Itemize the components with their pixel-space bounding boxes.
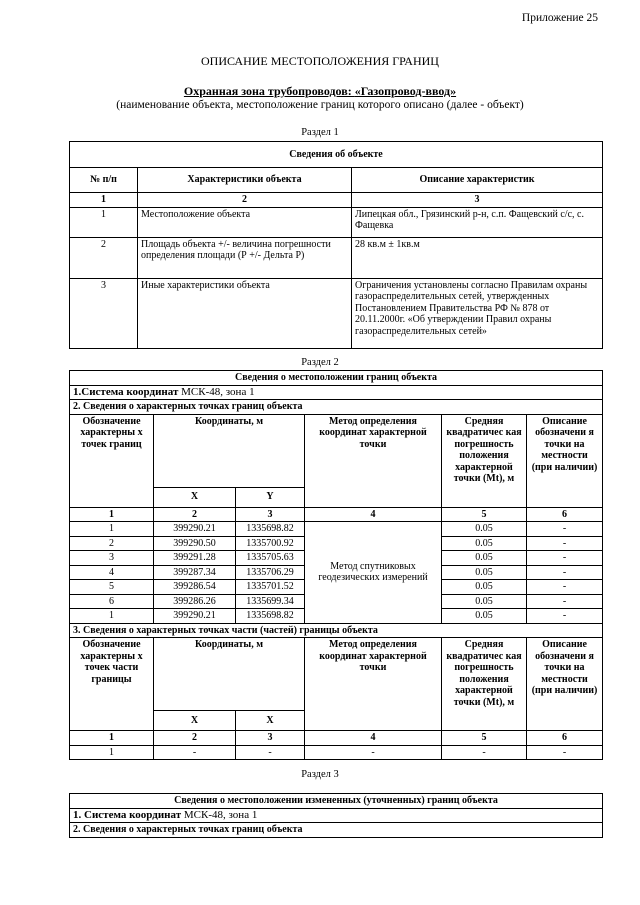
col-point-description: Описание обозначени я точки на местности (при наличии) xyxy=(527,414,603,507)
object-info-table xyxy=(69,141,603,349)
col-num-2: 2 xyxy=(154,731,236,746)
part-y: - xyxy=(236,745,305,760)
col-num-3: 3 xyxy=(236,731,305,746)
section3-header: Сведения о местоположении измененных (уточненных) границ объекта xyxy=(70,794,603,809)
part-method: - xyxy=(305,745,442,760)
col-point-description-parts: Описание обозначени я точки на местности (при наличии) xyxy=(527,638,603,731)
point-description: - xyxy=(527,580,603,595)
row-number: 1 xyxy=(70,207,138,237)
point-description: - xyxy=(527,536,603,551)
point-x: 399286.26 xyxy=(154,594,236,609)
table-row xyxy=(70,237,603,278)
method-cell: Метод спутниковых геодезических измерений xyxy=(305,522,442,624)
col-error: Средняя квадратичес кая погрешность положения характерной точки (Mt), м xyxy=(442,414,527,507)
point-x: 399291.28 xyxy=(154,551,236,566)
point-error: 0.05 xyxy=(442,522,527,537)
col-method: Метод определения координат характерной точки xyxy=(305,414,442,507)
coord-system-label: 1.Система координат xyxy=(73,385,182,398)
table-row xyxy=(70,278,603,348)
point-description: - xyxy=(527,594,603,609)
row-description: 28 кв.м ± 1кв.м xyxy=(352,237,603,278)
coord-system-value: МСК-48, зона 1 xyxy=(183,808,258,821)
part-description: - xyxy=(527,745,603,760)
col-description: Описание характеристик xyxy=(352,168,603,193)
point-number: 2 xyxy=(70,536,154,551)
col-num-6: 6 xyxy=(527,731,603,746)
point-y: 1335699.34 xyxy=(236,594,305,609)
boundary-table xyxy=(69,370,603,760)
col-coords-parts: Координаты, м xyxy=(154,638,305,711)
row-number: 2 xyxy=(70,237,138,278)
col-number: № п/п xyxy=(70,168,138,193)
point-error: 0.05 xyxy=(442,565,527,580)
col-coords: Координаты, м xyxy=(154,414,305,487)
point-x: 399290.21 xyxy=(154,609,236,624)
row-characteristic: Площадь объекта +/- величина погрешности определения площади (Р +/- Дельта Р) xyxy=(138,237,352,278)
point-y: 1335698.82 xyxy=(236,609,305,624)
table-row xyxy=(70,745,603,760)
point-error: 0.05 xyxy=(442,536,527,551)
col-num-2: 2 xyxy=(138,193,352,208)
row-description: Липецкая обл., Грязинский р-н, с.п. Фащевский с/с, с. Фащевка xyxy=(352,207,603,237)
col-y: Y xyxy=(236,487,305,507)
section2-header: Сведения о местоположении границ объекта xyxy=(70,371,603,386)
section3-points-title: 2. Сведения о характерных точках границ объекта xyxy=(70,823,603,838)
col-num-1: 1 xyxy=(70,193,138,208)
section2-label: Раздел 2 xyxy=(301,357,339,368)
point-number: 6 xyxy=(70,594,154,609)
col-num-5: 5 xyxy=(442,507,527,522)
appendix-label: Приложение 25 xyxy=(521,12,598,24)
point-error: 0.05 xyxy=(442,580,527,595)
col-y-parts: X xyxy=(236,711,305,731)
point-y: 1335700.92 xyxy=(236,536,305,551)
object-caption: (наименование объекта, местоположение границ которого описано (далее - объект) xyxy=(116,99,524,111)
section1-header: Сведения об объекте xyxy=(70,142,603,168)
point-description: - xyxy=(527,609,603,624)
page-title: ОПИСАНИЕ МЕСТОПОЛОЖЕНИЯ ГРАНИЦ xyxy=(201,54,439,68)
col-characteristic: Характеристики объекта xyxy=(138,168,352,193)
point-number: 1 xyxy=(70,609,154,624)
col-error-parts: Средняя квадратичес кая погрешность положения характерной точки (Mt), м xyxy=(442,638,527,731)
changed-boundary-table xyxy=(69,793,603,838)
point-x: 399286.54 xyxy=(154,580,236,595)
table-row xyxy=(70,522,603,537)
point-error: 0.05 xyxy=(442,594,527,609)
col-x: X xyxy=(154,487,236,507)
coord-system-label: 1. Система координат xyxy=(73,808,184,821)
col-x-parts: X xyxy=(154,711,236,731)
row-number: 3 xyxy=(70,278,138,348)
point-x: 399290.50 xyxy=(154,536,236,551)
point-description: - xyxy=(527,565,603,580)
point-x: 399287.34 xyxy=(154,565,236,580)
col-method-parts: Метод определения координат характерной точки xyxy=(305,638,442,731)
part-error: - xyxy=(442,745,527,760)
section3-coord-system xyxy=(70,808,603,823)
point-number: 3 xyxy=(70,551,154,566)
col-designation-parts: Обозначение характерны х точек части границы xyxy=(70,638,154,731)
point-number: 1 xyxy=(70,522,154,537)
point-y: 1335706.29 xyxy=(236,565,305,580)
col-num-2: 2 xyxy=(154,507,236,522)
col-num-1: 1 xyxy=(70,731,154,746)
coord-system-value: МСК-48, зона 1 xyxy=(181,385,255,398)
col-num-4: 4 xyxy=(305,507,442,522)
point-y: 1335698.82 xyxy=(236,522,305,537)
section3-label: Раздел 3 xyxy=(301,769,339,780)
col-num-3: 3 xyxy=(352,193,603,208)
object-name xyxy=(0,84,640,99)
points-title: 2. Сведения о характерных точках границ объекта xyxy=(70,400,603,415)
table-row xyxy=(70,207,603,237)
col-num-5: 5 xyxy=(442,731,527,746)
col-num-4: 4 xyxy=(305,731,442,746)
coord-system xyxy=(70,385,603,400)
col-num-3: 3 xyxy=(236,507,305,522)
point-error: 0.05 xyxy=(442,551,527,566)
col-num-1: 1 xyxy=(70,507,154,522)
point-number: 4 xyxy=(70,565,154,580)
parts-title: 3. Сведения о характерных точках части (частей) границы объекта xyxy=(70,623,603,638)
point-number: 5 xyxy=(70,580,154,595)
object-name-prefix: Охранная зона трубопроводов: xyxy=(183,84,355,98)
row-description: Ограничения установлены согласно Правилам охраны газораспределительных сетей, утвержденных Постановлением Правительства РФ № 878 от 20.11.2000г. «Об утверждении Правил охраны газораспределительных сетей» xyxy=(352,278,603,348)
object-name-value: «Газопровод-ввод» xyxy=(354,84,457,98)
part-number: 1 xyxy=(70,745,154,760)
section1-label: Раздел 1 xyxy=(301,127,339,138)
row-characteristic: Иные характеристики объекта xyxy=(138,278,352,348)
point-x: 399290.21 xyxy=(154,522,236,537)
col-num-6: 6 xyxy=(527,507,603,522)
point-y: 1335705.63 xyxy=(236,551,305,566)
row-characteristic: Местоположение объекта xyxy=(138,207,352,237)
point-description: - xyxy=(527,551,603,566)
point-description: - xyxy=(527,522,603,537)
point-error: 0.05 xyxy=(442,609,527,624)
point-y: 1335701.52 xyxy=(236,580,305,595)
col-designation: Обозначение характерны х точек границ xyxy=(70,414,154,507)
part-x: - xyxy=(154,745,236,760)
